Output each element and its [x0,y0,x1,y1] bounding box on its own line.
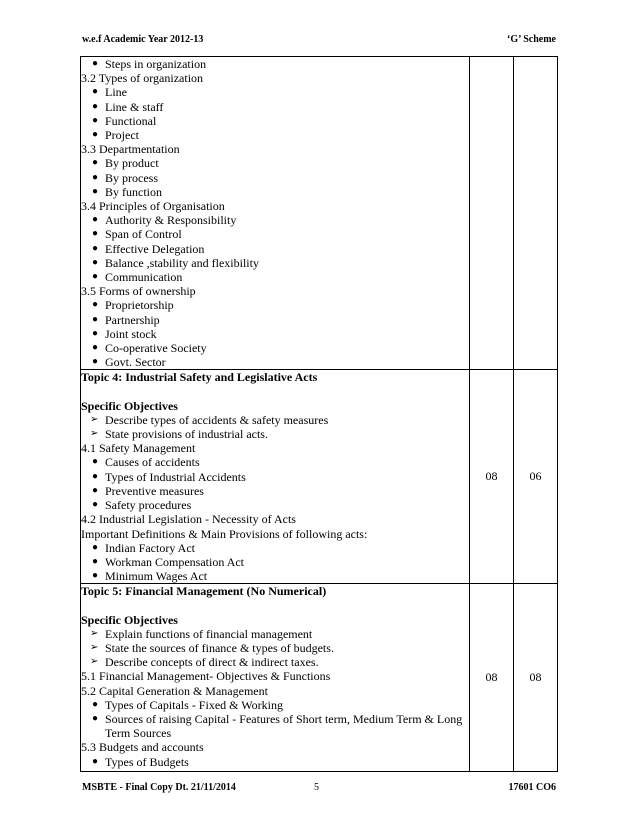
bullet-icon: ● [92,698,99,710]
page-header [82,34,556,48]
line-text: Types of Capitals - Fixed & Working [105,697,283,712]
bullet-item [81,541,469,555]
subtopic-line [81,199,469,213]
bullet-icon: ● [92,570,99,582]
row2-hours: 08 [470,370,514,584]
bullet-item [81,128,469,142]
bullet-icon: ● [92,555,99,567]
bullet-item [81,327,469,341]
bullet-item [81,185,469,199]
line-text: Workman Compensation Act [105,554,245,569]
bullet-item [81,270,469,284]
arrow-bullet-icon: ➢ [90,413,99,425]
table-row [81,57,558,370]
subtopic-line [81,512,469,526]
table-row [81,584,558,772]
syllabus-table [80,56,558,772]
bullet-icon: ● [92,214,99,226]
line-text: State provisions of industrial acts. [105,427,268,442]
line-text: 3.4 Principles of Organisation [81,199,225,214]
line-text: 4.1 Safety Management [81,441,196,456]
bullet-item [81,85,469,99]
subtopic-line [81,684,469,698]
line-text: By product [105,156,159,171]
bullet-item [81,313,469,327]
line-text: Indian Factory Act [105,540,195,555]
bullet-item [81,712,469,740]
line-text: Causes of accidents [105,455,200,470]
section-heading [81,613,469,627]
line-text: Specific Objectives [81,612,178,627]
scheme-label: ‘G’ Scheme [507,34,556,45]
line-text: Important Definitions & Main Provisions of following acts: [81,526,368,541]
bullet-icon: ● [92,171,99,183]
line-text: Balance ,stability and flexibility [105,255,259,270]
line-text: Span of Control [105,227,182,242]
line-text: Effective Delegation [105,241,205,256]
bullet-item [81,213,469,227]
subtopic-line [81,669,469,683]
line-text: State the sources of finance & types of budgets. [105,640,334,655]
line-text: Line [105,85,127,100]
objective-item [81,627,469,641]
row1-marks [514,57,558,370]
line-text: Functional [105,113,157,128]
table-row [81,370,558,584]
objective-item [81,413,469,427]
bullet-icon: ● [92,313,99,325]
line-text: Preventive measures [105,483,204,498]
bullet-item [81,484,469,498]
line-text: Steps in organization [105,57,207,71]
page-footer [82,782,556,796]
subtopic-line [81,441,469,455]
objective-item [81,641,469,655]
line-text: Partnership [105,312,160,327]
bullet-icon: ● [92,470,99,482]
arrow-bullet-icon: ➢ [90,656,99,668]
line-text: Co-operative Society [105,341,207,356]
line-text: Describe types of accidents & safety measures [105,412,329,427]
line-text: 4.2 Industrial Legislation - Necessity of Acts [81,512,296,527]
line-text: Minimum Wages Act [105,569,208,584]
line-text: Describe concepts of direct & indirect taxes. [105,655,319,670]
objective-item [81,655,469,669]
line-text: Govt. Sector [105,355,166,370]
bullet-icon: ● [92,86,99,98]
line-text: By process [105,170,158,185]
line-text: Joint stock [105,326,157,341]
bullet-icon: ● [92,271,99,283]
line-text: Topic 4: Industrial Safety and Legislative Acts [81,370,318,385]
subtopic-line [81,740,469,754]
subtopic-line [81,142,469,156]
row2-content [81,370,470,584]
bullet-item [81,698,469,712]
row1-content [81,57,470,370]
section-heading [81,370,469,384]
line-text: Types of Budgets [105,754,189,769]
bullet-item [81,470,469,484]
line-text: Safety procedures [105,498,192,513]
line-text: 3.3 Departmentation [81,142,180,157]
row3-content [81,584,470,772]
bullet-icon: ● [92,129,99,141]
spacer [81,599,469,613]
bullet-item [81,57,469,71]
bullet-item [81,156,469,170]
academic-year: w.e.f Academic Year 2012-13 [82,34,204,45]
bullet-item [81,100,469,114]
bullet-icon: ● [92,327,99,339]
arrow-bullet-icon: ➢ [90,428,99,440]
bullet-item [81,455,469,469]
line-text: Project [105,128,139,143]
bullet-icon: ● [92,342,99,354]
row2-marks: 06 [514,370,558,584]
line-text: 3.5 Forms of ownership [81,284,196,299]
bullet-icon: ● [92,256,99,268]
objective-item [81,427,469,441]
bullet-item [81,114,469,128]
spacer [81,385,469,399]
section-heading [81,584,469,598]
subtopic-line [81,284,469,298]
section-heading [81,399,469,413]
bullet-item [81,256,469,270]
bullet-icon: ● [92,242,99,254]
bullet-item [81,227,469,241]
line-text: Authority & Responsibility [105,213,237,228]
line-text: Line & staff [105,99,164,114]
line-text: 5.3 Budgets and accounts [81,740,204,755]
line-text: 3.2 Types of organization [81,71,204,86]
bullet-icon: ● [92,499,99,511]
subtopic-line [81,527,469,541]
bullet-item [81,171,469,185]
line-text: Topic 5: Financial Management (No Numerical) [81,584,327,599]
line-text: Types of Industrial Accidents [105,469,246,484]
line-text: 5.1 Financial Management- Objectives & Functions [81,669,331,684]
bullet-item [81,498,469,512]
bullet-icon: ● [92,228,99,240]
bullet-icon: ● [92,114,99,126]
bullet-icon: ● [92,356,99,368]
row3-hours: 08 [470,584,514,772]
row3-marks: 08 [514,584,558,772]
line-text: Explain functions of financial management [105,626,313,641]
bullet-item [81,298,469,312]
bullet-item [81,755,469,769]
row1-hours [470,57,514,370]
bullet-item [81,569,469,583]
bullet-item [81,355,469,369]
line-text: 5.2 Capital Generation & Management [81,683,268,698]
bullet-icon: ● [92,541,99,553]
bullet-icon: ● [92,157,99,169]
bullet-icon: ● [92,712,99,724]
bullet-item [81,555,469,569]
arrow-bullet-icon: ➢ [90,627,99,639]
line-text: Sources of raising Capital - Features of Short term, Medium Term & Long Term Sources [105,711,463,741]
bullet-item [81,242,469,256]
bullet-item [81,341,469,355]
bullet-icon: ● [92,299,99,311]
arrow-bullet-icon: ➢ [90,641,99,653]
line-text: Specific Objectives [81,398,178,413]
bullet-icon: ● [92,456,99,468]
line-text: By function [105,184,162,199]
course-code: 17601 CO6 [508,782,556,793]
bullet-icon: ● [92,185,99,197]
page-number: 5 [314,782,319,793]
subtopic-line [81,71,469,85]
bullet-icon: ● [92,58,99,69]
bullet-icon: ● [92,484,99,496]
line-text: Communication [105,270,183,285]
line-text: Proprietorship [105,298,174,313]
bullet-icon: ● [92,100,99,112]
copy-date: MSBTE - Final Copy Dt. 21/11/2014 [82,782,236,793]
bullet-icon: ● [92,755,99,767]
